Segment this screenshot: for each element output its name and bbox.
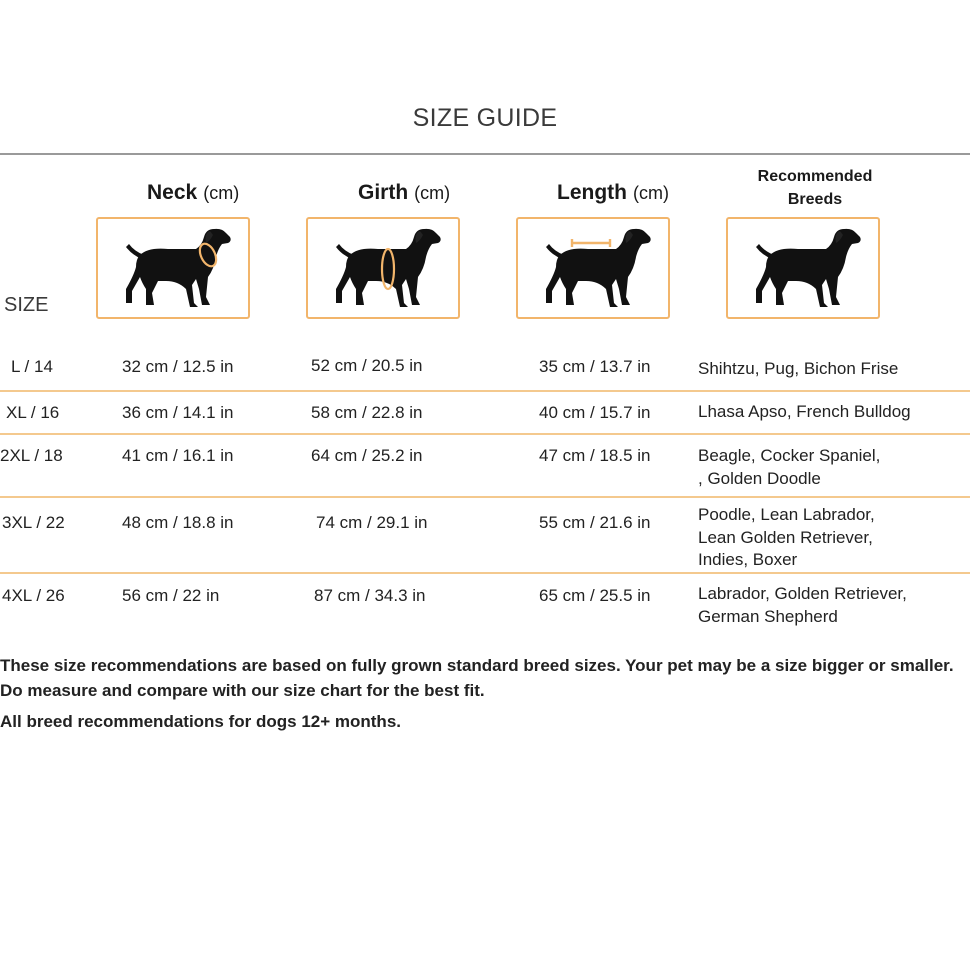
row-3-breeds <box>698 445 968 490</box>
row-1-breeds-line-1: Shihtzu, Pug, Bichon Frise <box>698 359 899 378</box>
row-5-size: 4XL / 26 <box>2 586 65 605</box>
row-3-length: 47 cm / 18.5 in <box>539 446 651 465</box>
row-5-breeds <box>698 583 968 628</box>
row-2-girth: 58 cm / 22.8 in <box>311 403 423 422</box>
dog-icon <box>728 219 878 317</box>
header-divider <box>0 153 970 155</box>
row-2-length: 40 cm / 15.7 in <box>539 403 651 422</box>
length-header <box>557 181 669 205</box>
note-line-2: Do measure and compare with our size chart for the best fit. <box>0 681 485 700</box>
page-title: SIZE GUIDE <box>412 104 558 132</box>
neck-header <box>147 181 239 205</box>
length-header-unit: (cm) <box>632 183 669 203</box>
row-2-neck: 36 cm / 14.1 in <box>122 403 234 422</box>
dog-girth-icon <box>308 219 458 317</box>
row-1-girth: 52 cm / 20.5 in <box>311 356 423 375</box>
neck-measure-box <box>96 217 250 319</box>
row-divider <box>0 572 970 574</box>
row-4-length: 55 cm / 21.6 in <box>539 513 651 532</box>
row-3-girth: 64 cm / 25.2 in <box>311 446 423 465</box>
row-1-neck: 32 cm / 12.5 in <box>122 357 234 376</box>
row-5-breeds-line-2: German Shepherd <box>698 606 838 626</box>
dog-neck-icon <box>98 219 248 317</box>
size-column-label: SIZE <box>4 294 49 316</box>
row-4-breeds <box>698 504 968 572</box>
row-4-girth: 74 cm / 29.1 in <box>316 513 428 532</box>
row-divider <box>0 390 970 392</box>
row-5-girth: 87 cm / 34.3 in <box>314 586 426 605</box>
breeds-header-line1: Recommended <box>757 168 873 185</box>
row-5-breeds-line-1: Labrador, Golden Retriever, <box>698 584 907 603</box>
row-4-breeds-line-3: Indies, Boxer <box>698 550 798 569</box>
row-4-neck: 48 cm / 18.8 in <box>122 513 234 532</box>
length-header-label: Length <box>557 181 627 204</box>
neck-header-label: Neck <box>147 181 198 204</box>
row-2-breeds <box>698 401 968 424</box>
neck-header-unit: (cm) <box>203 183 240 203</box>
row-4-size: 3XL / 22 <box>2 513 65 532</box>
row-4-breeds-line-2: Lean Golden Retriever, <box>698 527 873 547</box>
row-3-neck: 41 cm / 16.1 in <box>122 446 234 465</box>
girth-measure-box <box>306 217 460 319</box>
note-line-1: These size recommendations are based on fully grown standard breed sizes. Your pet may be a size bigger or smaller. <box>0 656 954 675</box>
row-3-size: 2XL / 18 <box>0 446 63 465</box>
row-5-neck: 56 cm / 22 in <box>122 586 220 605</box>
row-divider <box>0 433 970 435</box>
girth-header-unit: (cm) <box>414 183 451 203</box>
note-line-3: All breed recommendations for dogs 12+ months. <box>0 712 401 731</box>
row-2-size: XL / 16 <box>6 403 60 422</box>
row-1-breeds <box>698 358 968 381</box>
breeds-header-line2: Breeds <box>787 191 843 208</box>
girth-header-label: Girth <box>358 181 409 204</box>
breeds-header <box>730 165 900 211</box>
dog-length-icon <box>518 219 668 317</box>
row-3-breeds-line-1: Beagle, Cocker Spaniel, <box>698 446 881 465</box>
row-divider <box>0 496 970 498</box>
row-1-length: 35 cm / 13.7 in <box>539 357 651 376</box>
row-5-length: 65 cm / 25.5 in <box>539 586 651 605</box>
row-2-breeds-line-1: Lhasa Apso, French Bulldog <box>698 402 911 421</box>
row-3-breeds-line-2: , Golden Doodle <box>698 468 821 488</box>
length-measure-box <box>516 217 670 319</box>
row-4-breeds-line-1: Poodle, Lean Labrador, <box>698 505 875 524</box>
row-1-size: L / 14 <box>11 357 53 376</box>
breeds-box <box>726 217 880 319</box>
girth-header <box>358 181 450 205</box>
